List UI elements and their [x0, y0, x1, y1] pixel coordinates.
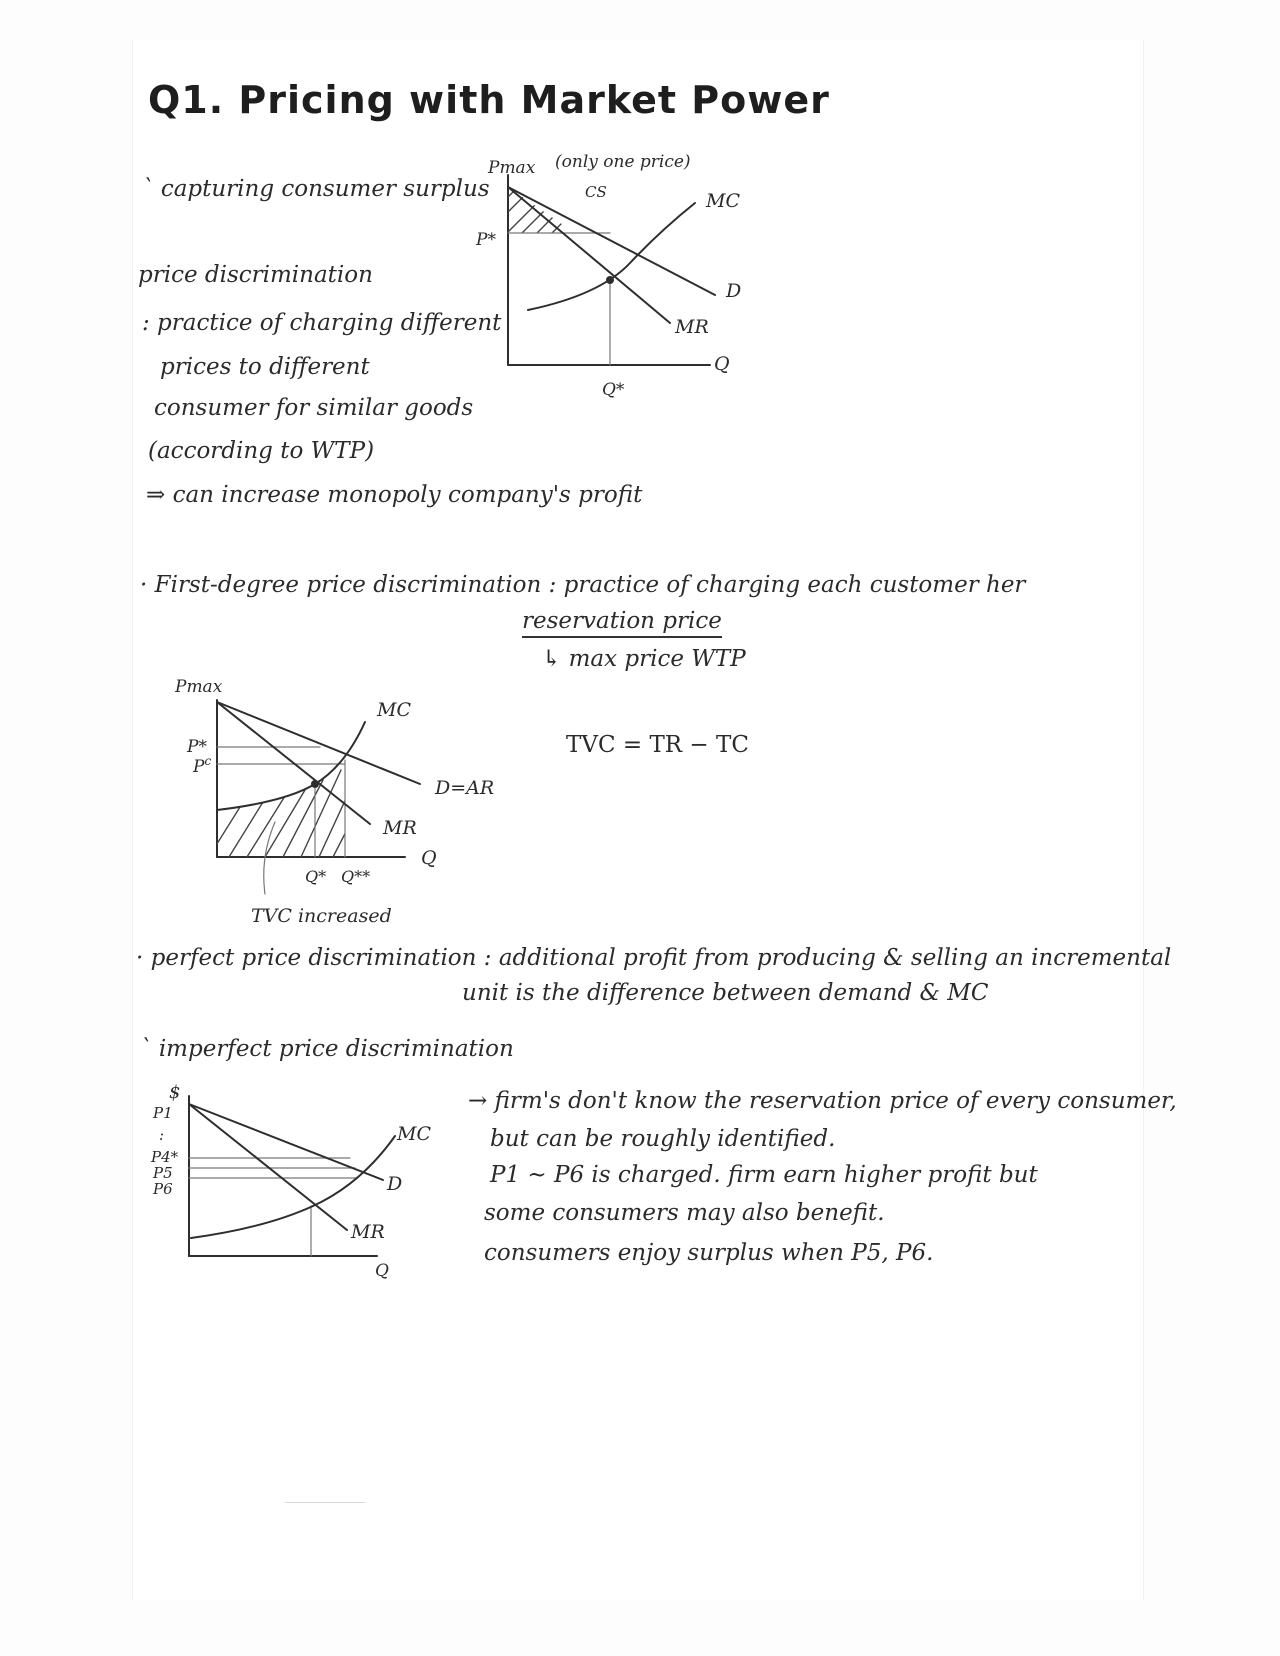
bullet-capturing-surplus: ˋ capturing consumer surplus [142, 176, 490, 202]
perfect-line-1: · perfect price discrimination : additional profit from producing & selling an incremental [136, 945, 1172, 971]
graph3-mr-label: MR [351, 1221, 385, 1243]
tvc-equation: TVC = TR − TC [566, 732, 749, 758]
graph2-qstar-label: Q* [305, 867, 327, 886]
graph2-pc-label: $P^c$ [193, 754, 212, 777]
graph1-mc-label: MC [706, 190, 740, 212]
graph2-pstar-label: P* [187, 737, 207, 757]
first-degree-line: · First-degree price discrimination : practice of charging each customer her [140, 572, 1026, 598]
graph2-q-label: Q [421, 847, 437, 869]
reservation-price [522, 608, 722, 634]
graph1-note: (only one price) [555, 152, 691, 172]
first-degree-def: : practice of charging each customer her [548, 572, 1026, 598]
graph2-caption: TVC increased [251, 905, 392, 927]
graph2-qstarstar-label: Q** [341, 867, 371, 886]
term-price-discrimination: price discrimination [138, 262, 373, 288]
perfect-label: perfect price discrimination [150, 945, 477, 971]
graph3-p1-label: P1 [153, 1104, 173, 1122]
graph2-pmax-label: Pmax [175, 677, 223, 697]
graph1-cs-label: CS [585, 183, 607, 201]
graph3-d-label: D [387, 1173, 403, 1195]
graph3-dots-label: : [159, 1126, 165, 1144]
graph3-p5-label: P5 [153, 1164, 173, 1182]
graph-first-degree [165, 672, 505, 932]
graph3-q-label: Q [375, 1261, 389, 1281]
graph1-qstar-label: Q* [602, 380, 625, 400]
imperfect-note-2: but can be roughly identified. [490, 1126, 836, 1152]
graph3-mc-label: MC [397, 1123, 431, 1145]
graph1-pstar-label: P* [476, 230, 496, 250]
graph1-pmax-label: Pmax [488, 158, 536, 178]
graph1-mr-label: MR [675, 316, 709, 338]
reservation-price-text: reservation price [522, 608, 722, 638]
graph3-mr-curve [189, 1104, 347, 1230]
definition-line-1: : practice of charging different [142, 310, 502, 336]
imperfect-note-3: P1 ~ P6 is charged. firm earn higher profit but [490, 1162, 1038, 1188]
graph2-intersection [311, 780, 319, 788]
graph3-p4-label: P4* [151, 1148, 179, 1166]
imperfect-label: imperfect price discrimination [158, 1036, 514, 1062]
perfect-def-1: : additional profit from producing & selling an incremental [483, 945, 1172, 971]
imperfect-note-5: consumers enjoy surplus when P5, P6. [484, 1240, 934, 1266]
graph2-mr-label: MR [383, 817, 417, 839]
graph3-p6-label: P6 [153, 1180, 173, 1198]
graph2-d-label: D=AR [435, 777, 495, 799]
graph2-mc-curve [217, 722, 365, 810]
graph1-intersection [606, 276, 614, 284]
graph2-mr-curve [217, 702, 370, 824]
graph1-mr-curve [508, 187, 670, 323]
graph-single-price [470, 145, 770, 405]
imperfect-note-1: → firm's don't know the reservation price of every consumer, [468, 1088, 1177, 1114]
graph-imperfect [145, 1078, 435, 1288]
definition-line-2: prices to different [160, 354, 370, 380]
scan-edge-mark [285, 1502, 365, 1503]
first-degree-label: First-degree price discrimination [154, 572, 542, 598]
perfect-def-2: unit is the difference between demand & MC [462, 980, 989, 1006]
imperfect-note-4: some consumers may also benefit. [484, 1200, 885, 1226]
graph2-tvc-hatch [215, 770, 351, 857]
bullet-capturing-surplus-text: capturing consumer surplus [160, 176, 490, 202]
definition-line-4: (according to WTP) [148, 438, 375, 464]
imperfect-line: ˋ imperfect price discrimination [140, 1036, 514, 1062]
graph1-mc-curve [528, 203, 695, 310]
definition-line-3: consumer for similar goods [154, 395, 474, 421]
page-title: Q1. Pricing with Market Power [148, 78, 830, 122]
graph1-d-label: D [726, 280, 742, 302]
graph1-q-label: Q [714, 353, 730, 375]
max-price-wtp: ↳ max price WTP [542, 646, 746, 672]
result-line: ⇒ can increase monopoly company's profit [146, 482, 643, 508]
graph2-mc-label: MC [377, 699, 411, 721]
graph3-dollar-label: $ [169, 1082, 181, 1103]
